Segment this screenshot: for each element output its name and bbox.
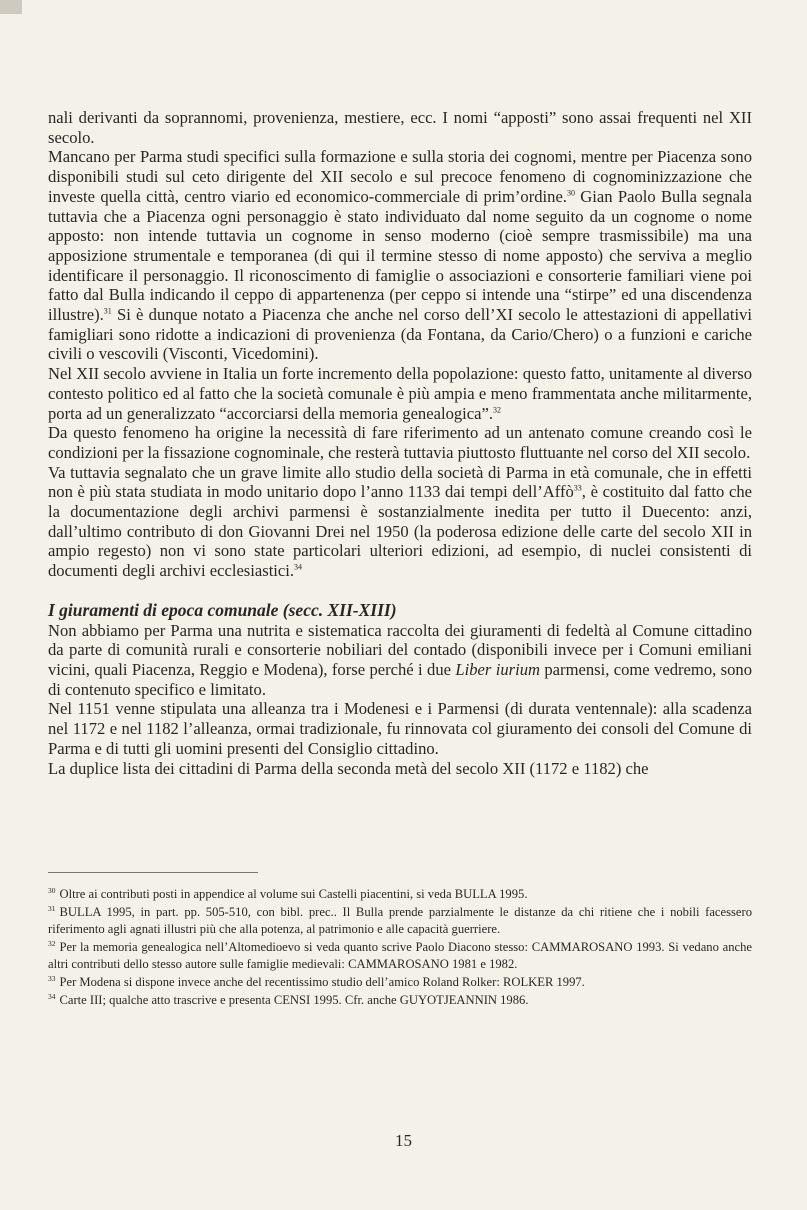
footnote-ref-30: 30 <box>566 188 575 198</box>
footnote-ref-31: 31 <box>103 306 112 316</box>
section-paragraph-2: Nel 1151 venne stipulata una alleanza tra i Modenesi e i Parmensi (di durata ventennale): alla scadenza nel 1172 e nel 1182 l’alleanza, ormai tradizionale, fu rinnovata col giuramento dei consoli del Comune di Parma e di tutti gli uomini presenti del Consiglio cittadino. <box>48 699 752 758</box>
footnote-ref-34: 34 <box>294 562 303 572</box>
italic-title: Liber iurium <box>455 659 540 679</box>
footnote-divider <box>48 872 258 873</box>
page-number: 15 <box>395 1131 412 1150</box>
footnote-ref-33: 33 <box>573 483 582 493</box>
scan-corner-mark <box>0 0 22 14</box>
section-heading: I giuramenti di epoca comunale (secc. XII-XIII) <box>48 599 397 620</box>
paragraph-4: Da questo fenomeno ha origine la necessità di fare riferimento ad un antenato comune creando così le condizioni per la fissazione cognominale, che resterà tuttavia piuttosto fluttuante nel corso del XII secolo. <box>48 423 752 462</box>
footnote: $^{33}$ Per Modena si dispone invece anche del recentissimo studio dell’amico Roland Rolker: ROLKER 1997. <box>48 973 585 989</box>
paragraph-3: Nel XII secolo avviene in Italia un forte incremento della popolazione: questo fatto, unitamente al diverso contesto politico ed al fatto che la società comunale è più ampia e meno frammentata anche militarmente, porta ad un generalizzato “accorciarsi della memoria genealogica”.$^{32}$ <box>48 364 752 423</box>
footnote: $^{31}$ BULLA 1995, in part. pp. 505-510, con bibl. prec.. Il Bulla prende parzialmente le distanze da chi ritiene che i nobili facessero riferimento agli agnati illustri più che alla potenza, al patrimonio e alle capacità guerriere. <box>48 903 752 936</box>
section-paragraph-1: Non abbiamo per Parma una nutrita e sistematica raccolta dei giuramenti di fedeltà al Comune cittadino da parte di comunità rurali e consorterie nobiliari del contado (disponibili invece per i Comuni emiliani vicini, quali Piacenza, Reggio e Modena), forse perché i due Liber iurium parmensi, come vedremo, sono di contenuto specifico e limitato. <box>48 620 752 699</box>
footnote-ref-32: 32 <box>493 405 502 415</box>
footnote: $^{30}$ Oltre ai contributi posti in appendice al volume sui Castelli piacentini, si veda BULLA 1995. <box>48 885 528 901</box>
footnote: $^{32}$ Per la memoria genealogica nell’Altomedioevo si veda quanto scrive Paolo Diacono stesso: CAMMAROSANO 1993. Si vedano anche altri contributi dello stesso autore sulle famiglie medievali: CAMMAROSANO 1981 e 1982. <box>48 938 752 971</box>
paragraph-1: nali derivanti da soprannomi, provenienza, mestiere, ecc. I nomi “apposti” sono assai frequenti nel XII secolo. <box>48 108 752 147</box>
footnote: $^{34}$ Carte III; qualche atto trascrive e presenta CENSI 1995. Cfr. anche GUYOTJEANNIN 1986. <box>48 991 529 1007</box>
paragraph-5: Va tuttavia segnalato che un grave limite allo studio della società di Parma in età comunale, che in effetti non è più stata studiata in modo unitario dopo l’anno 1133 dai tempi dell’Affò$^{33}$, è costituito dal fatto che la documentazione degli archivi parmensi è sostanzialmente inedita per tutto il Duecento: anzi, dall’ultimo contributo di don Giovanni Drei nel 1950 (la poderosa edizione delle carte del secolo XII in ampio regesto) non vi sono state particolari ulteriori edizioni, ad esempio, di nuclei consistenti di documenti degli archivi ecclesiastici.$^{34}$ <box>48 462 752 581</box>
section-paragraph-3: La duplice lista dei cittadini di Parma della seconda metà del secolo XII (1172 e 1182) che <box>48 758 649 778</box>
footnotes <box>48 886 752 1010</box>
body-text <box>48 108 752 778</box>
paragraph-2: Mancano per Parma studi specifici sulla formazione e sulla storia dei cognomi, mentre per Piacenza sono disponibili studi sul ceto dirigente del XII secolo e sul precoce fenomeno di cognominizzazione che investe quella città, centro viario ed economico-commerciale di prim’ordine.$^{30}$ Gian Paolo Bulla segnala tuttavia che a Piacenza ogni personaggio è stato individuato dal nome seguito da un cognome o nome apposto: non intende tuttavia un cognome in senso moderno (cioè sempre trasmissibile) ma una apposizione strumentale e temporanea (di qui il termine stesso di nome apposto) che serviva a meglio identificare il personaggio. Il riconoscimento di famiglie o associazioni e consorterie familiari viene poi fatto dal Bulla indicando il ceppo di appartenenza (per ceppo si intende una “stirpe” ed una discendenza illustre).$^{31}$ Si è dunque notato a Piacenza che anche nel corso dell’XI secolo le attestazioni di appellativi famigliari sono ridotte a indicazioni di provenienza (da Fontana, da Cario/Chero) o a funzioni e cariche civili o vescovili (Visconti, Vicedomini). <box>48 147 753 364</box>
